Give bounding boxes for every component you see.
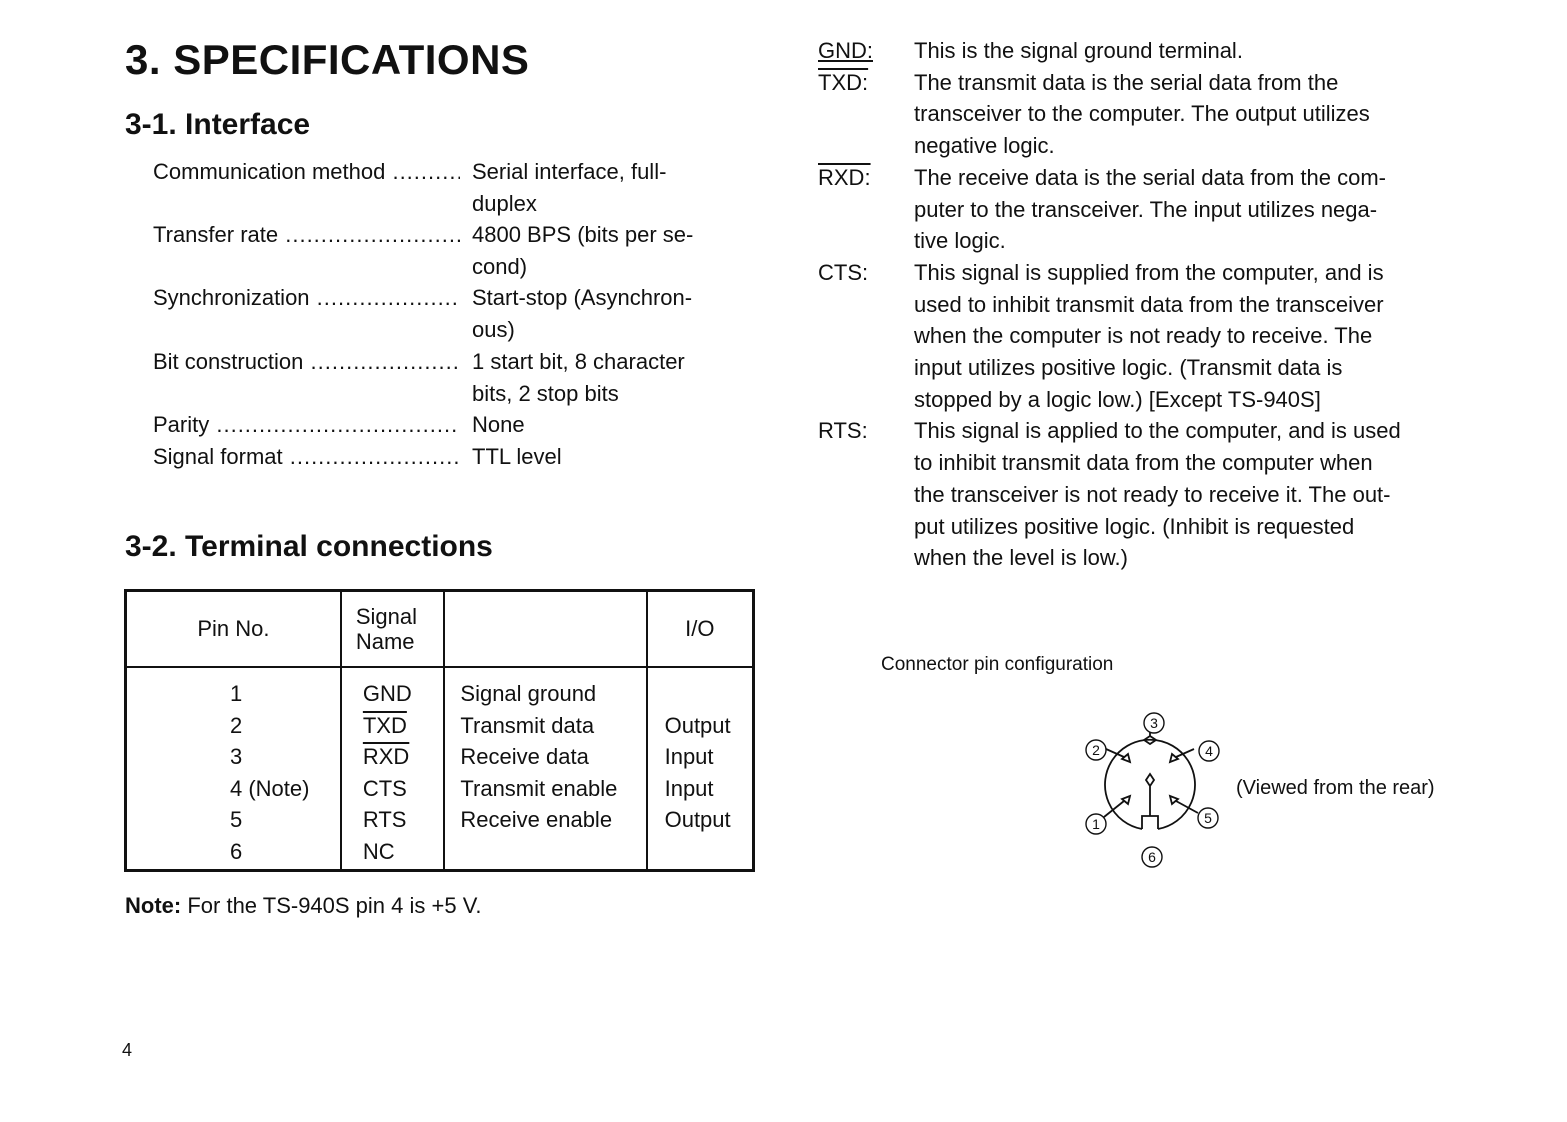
definition-line: when the computer is not ready to receive. The [914,323,1373,349]
header-pin: Pin No. [126,591,341,668]
signal-cell: GND [362,681,412,706]
header-signal-name [341,591,445,668]
io-cell: Output [664,807,731,833]
definition-term: RXD: [818,164,871,190]
header-description [444,591,646,668]
definition-line: the transceiver is not ready to receive it. The out- [914,481,1391,507]
definition-line: transceiver to the computer. The output utilizes [914,101,1370,127]
io-cell: Input [664,775,714,801]
description-cell: Transmit data [460,712,595,738]
spec-label: Bit construction ..... [153,346,460,378]
page-title: 3. SPECIFICATIONS [125,36,530,83]
definition-line: negative logic. [914,133,1055,159]
signal-cell: $\overline{TXD}$ [362,712,407,738]
terminal-connections-table [124,589,755,872]
connector-view-note: (Viewed from the rear) [1236,777,1435,799]
spec-value [472,219,727,282]
spec-value-line: 1 start bit, 8 character [472,349,685,374]
description-cell: Signal ground [460,681,597,706]
signal-cell: $\overline{RXD}$ [362,744,410,770]
pin-number-6: 6 [1148,849,1156,865]
spec-label: Parity ..... [153,409,460,441]
definition-line: This signal is supplied from the computer, and is [914,259,1384,285]
spec-row [153,441,723,473]
spec-label: Communication method ..... [153,156,460,188]
pin-number-1: 1 [1092,816,1100,832]
spec-label: Synchronization ..... [153,282,460,314]
spec-value-line: bits, 2 stop bits [472,380,619,406]
header-signal-line: Signal [355,604,418,629]
io-cell: Output [664,712,731,738]
table-note [125,893,481,919]
definition-rxd [818,162,1458,257]
definition-line: when the level is low.) [914,545,1128,571]
definition-line: This signal is applied to the computer, and is used [914,418,1401,444]
io-cell [648,678,752,710]
description-cell: Receive data [460,744,589,770]
pin-column [126,667,341,871]
definition-text [914,415,1458,574]
connector-pin-diagram [1070,700,1230,880]
note-text: For the TS-940S pin 4 is +5 V. [187,893,482,918]
signal-column [341,667,445,871]
pin-number-5: 5 [1204,810,1212,826]
description-cell: Transmit enable [460,775,618,801]
io-cell: Input [664,744,714,770]
spec-row [153,409,723,441]
definition-line: This is the signal ground terminal. [914,38,1243,63]
spec-row [153,219,723,283]
pin-number-4: 4 [1205,743,1213,759]
definition-line: to inhibit transmit data from the computer when [914,450,1373,476]
spec-value: None [472,412,525,437]
definition-text [914,162,1458,257]
definition-text [914,67,1458,162]
definition-txd [818,67,1458,162]
spec-label: Signal format ..... [153,441,460,473]
spec-value [472,346,727,409]
signal-cell: RTS [362,807,407,833]
spec-row [153,156,723,220]
connector-caption: Connector pin configuration [881,654,1114,675]
spec-label: Transfer rate ..... [153,219,460,251]
definition-term: CTS: [818,259,869,285]
spec-value: TTL level [472,444,562,469]
definition-text [914,35,1458,67]
page-number: 4 [122,1040,133,1060]
pin-cell: 3 [230,744,243,770]
definition-term: GND: [818,38,873,63]
definition-cts [818,257,1458,416]
spec-value-line: cond) [472,253,528,279]
pin-socket-4 [1170,749,1194,762]
pin-cell: 6 [230,838,243,864]
spec-row [153,346,723,410]
table-body [126,667,754,871]
definition-line: The transmit data is the serial data from the [914,69,1339,95]
description-cell [445,836,645,868]
definition-line: The receive data is the serial data from the com- [914,164,1386,190]
spec-value-line: duplex [472,190,537,216]
connector-key [1142,816,1158,829]
io-column [647,667,754,871]
spec-value-line: Start-stop (Asynchron- [472,285,693,310]
pin-socket-5 [1170,796,1198,813]
signal-definitions [818,35,1458,574]
pin-socket-6 [1146,774,1154,816]
definition-line: used to inhibit transmit data from the transceiver [914,291,1384,317]
spec-value-line: 4800 BPS (bits per se- [472,222,694,247]
definition-term: TXD: [818,69,869,95]
pin-cell: 1 [230,681,243,706]
pin-number-2: 2 [1092,742,1100,758]
pin-cell: 2 [230,712,243,738]
definition-gnd [818,35,1458,67]
interface-heading: 3-1. Interface [125,108,311,141]
definition-text [914,257,1458,416]
pin-cell: 4 (Note) [230,775,310,801]
definition-line: input utilizes positive logic. (Transmit data is [914,355,1343,381]
pin-cell: 5 [230,807,243,833]
header-io: I/O [647,591,754,668]
description-cell: Receive enable [460,807,613,833]
definition-term: RTS: [818,418,868,444]
signal-cell: NC [362,838,395,864]
spec-row [153,282,723,346]
spec-value [472,282,727,345]
note-label: Note: [125,893,182,918]
definition-line: put utilizes positive logic. (Inhibit is requested [914,513,1355,539]
table-header-row [126,591,754,668]
pin-number-3: 3 [1150,715,1158,731]
terminal-heading: 3-2. Terminal connections [125,530,493,563]
definition-line: tive logic. [914,228,1006,254]
spec-value-line: ous) [472,316,515,342]
signal-cell: CTS [362,775,407,801]
definition-rts [818,415,1458,574]
io-cell [648,836,752,868]
spec-value [472,156,727,219]
header-signal-line: Name [355,629,415,654]
pin-socket-2 [1106,749,1130,762]
definition-line: puter to the transceiver. The input utilizes nega- [914,196,1378,222]
spec-value-line: Serial interface, full- [472,159,667,184]
definition-line: stopped by a logic low.) [Except TS-940S] [914,386,1321,412]
description-column [444,667,646,871]
